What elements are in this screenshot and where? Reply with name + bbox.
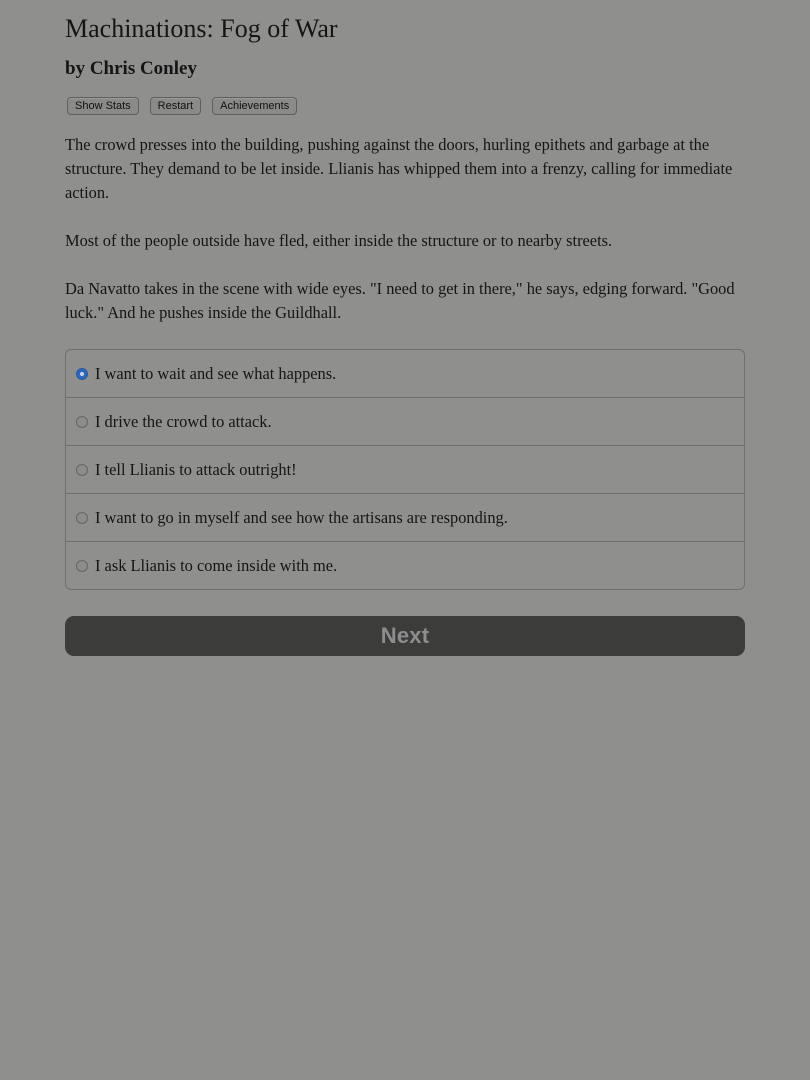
game-page [65,0,745,656]
choice-option-5[interactable] [66,541,744,589]
choice-option-2[interactable] [66,397,744,445]
choice-option-4[interactable] [66,493,744,541]
game-author: by Chris Conley [65,58,197,79]
next-button[interactable]: Next [65,616,745,656]
story-text [65,133,745,325]
radio-button[interactable] [76,368,88,380]
radio-button[interactable] [76,416,88,428]
achievements-button[interactable]: Achievements [212,97,297,115]
choice-label: I tell Llianis to attack outright! [95,459,297,479]
story-paragraph: The crowd presses into the building, pushing against the doors, hurling epithets and garbage at the structure. They demand to be let inside. Llianis has whipped them into a frenzy, calling for immediate action. [65,135,733,202]
choice-list [65,349,745,590]
radio-button[interactable] [76,560,88,572]
choice-label: I drive the crowd to attack. [95,411,272,431]
show-stats-button[interactable]: Show Stats [67,97,139,115]
story-paragraph: Da Navatto takes in the scene with wide eyes. "I need to get in there," he says, edging forward. "Good luck." And he pushes inside the Guildhall. [65,279,735,322]
choice-label: I ask Llianis to come inside with me. [95,555,338,575]
choice-option-3[interactable] [66,445,744,493]
choice-option-1[interactable] [66,350,744,397]
game-toolbar [67,97,745,117]
choice-label: I want to go in myself and see how the artisans are responding. [95,507,508,527]
story-paragraph: Most of the people outside have fled, either inside the structure or to nearby streets. [65,231,613,250]
restart-button[interactable]: Restart [150,97,201,115]
radio-button[interactable] [76,464,88,476]
game-title: Machinations: Fog of War [65,14,338,43]
choice-label: I want to wait and see what happens. [95,363,337,383]
radio-button[interactable] [76,512,88,524]
